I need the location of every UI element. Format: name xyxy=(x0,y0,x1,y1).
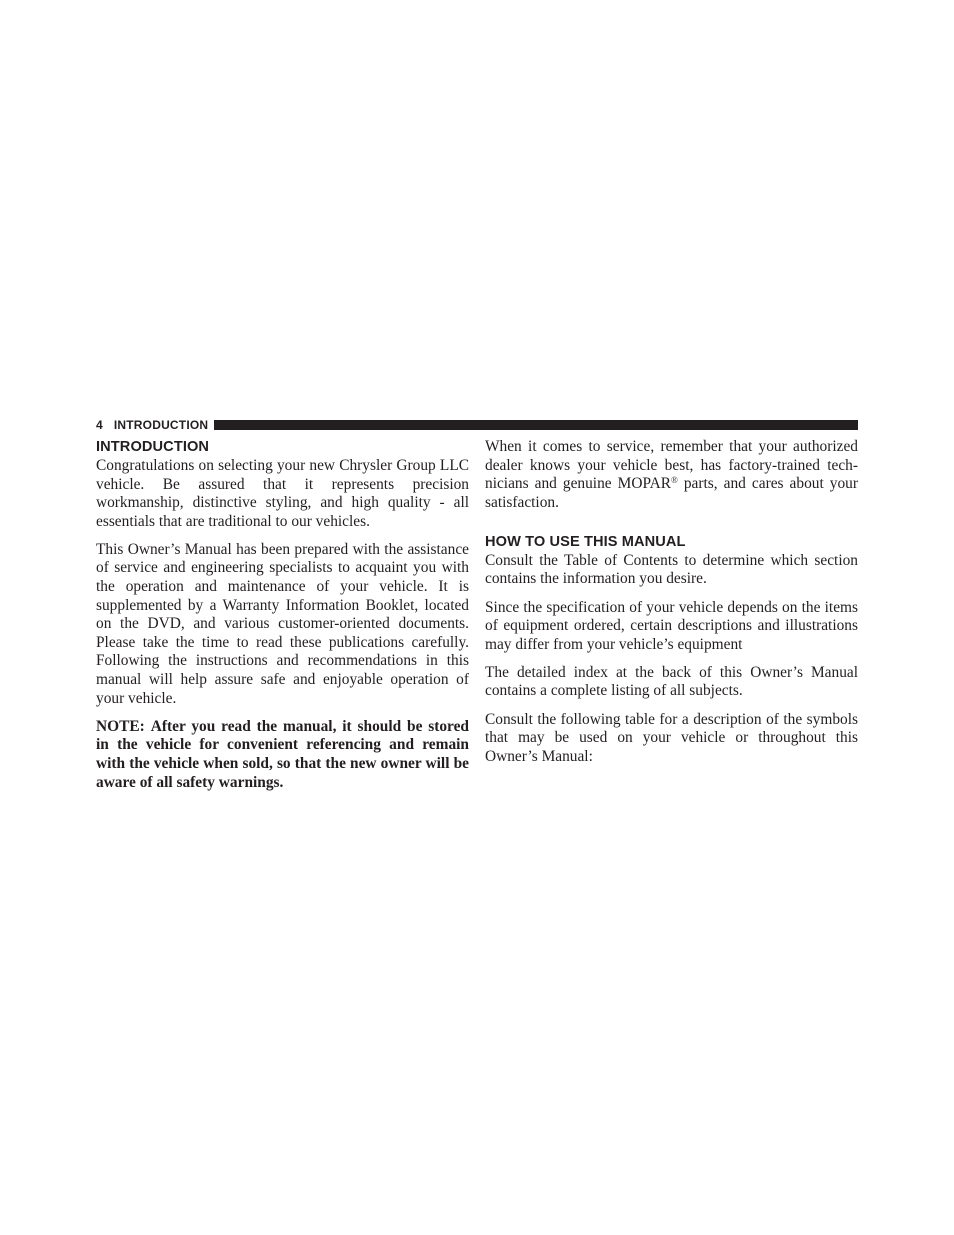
paragraph-index: The detailed index at the back of this Owner’s Manual contains a complete listing of all subjects. xyxy=(485,663,858,700)
note-text: After you read the manual, it should be stored in the vehicle for convenient referencing and remain with the vehicle when sold, so that the new owner will be aware of all safety warnings. xyxy=(96,717,469,791)
running-header-title: INTRODUCTION xyxy=(113,418,209,432)
paragraph-service xyxy=(485,438,858,512)
left-column xyxy=(96,438,469,792)
paragraph-specification: Since the specification of your vehicle depends on the items of equipment ordered, certain descriptions and illustrations may differ from your vehicle’s equipment xyxy=(485,598,858,653)
section-heading-how-to-use: HOW TO USE THIS MANUAL xyxy=(485,533,686,550)
paragraph-congratulations: Congratulations on selecting your new Chrysler Group LLC vehicle. Be assured that it represents precision workmanship, distinctive styling, and high quality - all essentials that are traditional to our vehicles. xyxy=(96,457,469,530)
header-rule xyxy=(214,420,858,430)
section-heading-introduction: INTRODUCTION xyxy=(96,439,210,455)
paragraph-table-of-contents: Consult the Table of Contents to determine which section contains the information you desire. xyxy=(485,551,858,588)
page-number: 4 xyxy=(96,418,103,432)
note-block xyxy=(96,718,469,792)
right-column xyxy=(485,438,858,776)
running-header xyxy=(96,417,858,433)
paragraph-owners-manual: This Owner’s Manual has been prepared with the assistance of service and engineering specialists to acquaint you with the operation and maintenance of your vehicle. It is supplemented by a Warranty Information Booklet, located on the DVD, and various customer-oriented documents. Please take the time to read these publications carefully. Following the instructions and recommendations in this manual will help assure safe and enjoyable operation of your vehicle. xyxy=(96,540,469,707)
note-label: NOTE: xyxy=(96,717,145,735)
service-text-end: parts, and cares about your satisfaction. xyxy=(485,475,858,511)
heading-spacer xyxy=(485,522,858,533)
registered-mark: ® xyxy=(670,475,678,486)
service-text-start: When it comes to service, remember that your authorized dealer knows your vehicle best, has factory-trained technicians and genuine MOPAR xyxy=(485,438,858,493)
paragraph-symbols: Consult the following table for a description of the symbols that may be used on your vehicle or throughout this Owner’s Manual: xyxy=(485,710,858,765)
